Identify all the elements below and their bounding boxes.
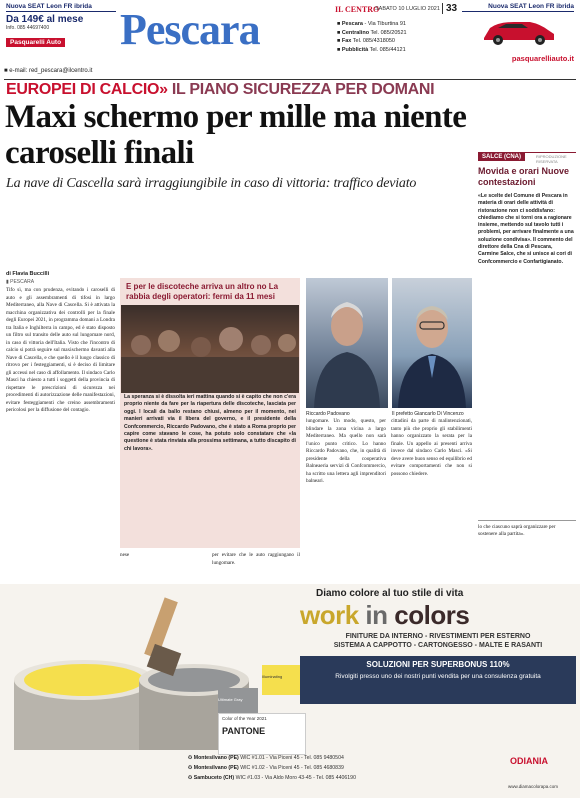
side-divider-2 — [478, 520, 576, 521]
disco-photo — [121, 305, 299, 393]
side-body: «Le scelte del Comune di Pescara in materia di orari delle attività di ristorazione non ci soddisfano: chiediamo che si torni ora a ragionare insieme, mettendo sul tavolo tutti i problemi, per arrivare finalmente a una soluzione condivisa». Il commento del direttore della Cna di Pescara, Carmine Salce, che si unisce ai cori di Confcommercio e Confartigianato. — [478, 193, 574, 265]
brand-logo: ODIANIA — [510, 756, 548, 766]
swatch-illuminating: Illuminating — [262, 665, 300, 695]
contacts-block — [337, 20, 407, 54]
ad-brandline: work in colors — [300, 600, 470, 630]
article-column-3: lungomare. Un modo, questo, per blindare la zona vicina a largo Mediterraneo. Ma quello non sarà l'unico punto critico. Lo hanno Riccardo Padovano, che, in qualità di presidente della cooperativa Balneaeria servizi di Confcommercio, ha scritto una lettera agli imprenditori balneari. — [306, 418, 386, 484]
seat-ad-title: Nuova SEAT Leon FR ibrida — [6, 3, 116, 12]
article-column-1: Tifo sì, ma con prudenza, evitando i caroselli di auto e gli assembramenti di tifosi in largo Mediterraneo, alla Nave di Cascella. Si è attivata la macchina organizzativa dei controlli per la finale degli Europei 2021, in programma domani a Londra tra Italia e Inghilterra in campo, ed è stato disposto un filtro sul transito delle auto sul lungomare nord, in caso di vittoria dell'Italia. Visto che l'incontro di calcio si potrà seguire sul maxischermo davanti alla Nave di Cascella, e che quello è il luogo classico di ritrovo per i festeggiamenti, si è deciso di limitare gli accessi nel caso di affollamento. Il sindaco Carlo Masci ha chiesto a tutti i soggetti della provincia di rispettare le prescrizioni di sicurezza nei procedimenti di autorizzazione delle manifestazioni, evitare festeggiamenti che creino assembramenti pericolosi per la diffusione del contagio. — [6, 287, 115, 413]
seat-ad-url[interactable]: pasquarelliauto.it — [511, 54, 574, 63]
article-column-2a: nese — [120, 552, 130, 558]
subhead: La nave di Cascella sarà irraggiungibile in caso di vittoria: traffico deviato — [6, 176, 417, 191]
side-tag: SALCE (CNA) — [478, 153, 525, 161]
ad-services: FINITURE DA INTERNO - RIVESTIMENTI PER ESTERNO SISTEMA A CAPPOTTO - CARTONGESSO - MALTE E RASANTI — [333, 633, 543, 649]
car-icon — [478, 16, 558, 46]
contact-row: ■ Centralino Tel. 085/20521 — [337, 29, 407, 36]
side-tag-note: RIPRODUZIONE RISERVATA — [536, 154, 567, 164]
headline: Maxi schermo per mille ma niente caroselli finali — [5, 99, 467, 171]
byline: di Flavia Buccilli — [6, 271, 50, 277]
dateline: ▮ PESCARA — [6, 279, 35, 285]
crowd-image — [121, 305, 299, 393]
masthead: Pescara — [120, 5, 260, 54]
email-line[interactable]: ■ e-mail: red_pescara@ilcentro.it — [4, 68, 93, 74]
seat-ad-brand: Pasquarelli Auto — [6, 38, 65, 47]
padovano-photo — [306, 278, 388, 408]
pantone-logo: PANTONE — [222, 726, 266, 736]
seat-ad-right[interactable] — [462, 3, 574, 12]
side-body-2: lo che ciascuno saprà organizzare per sostenere alla partita». — [478, 524, 556, 538]
page-number: 33 — [442, 3, 457, 14]
ad-superbonus-title: SOLUZIONI PER SUPERBONUS 110% — [366, 660, 510, 669]
seat-ad-left[interactable] — [6, 3, 116, 49]
seat-ad-price: Da 149€ al mese — [6, 14, 84, 25]
kicker-topic: EUROPEI DI CALCIO — [6, 81, 160, 98]
article-column-4: cittadini da parte di malintenzionati, tanto più che proprio gli stabilimenti hanno organizzato la serata per la finale. Un appello ai presenti arriva invece dal sindaco Carlo Masci. «Si deve avere buon senso ed equilibrio ed evitare comportamenti che non si possono chiedere. — [391, 418, 472, 477]
box-title: E per le discoteche arriva un altro no La rabbia degli operatori: fermi da 11 mesi — [126, 282, 279, 301]
pantone-label: Color of the Year 2021 — [222, 716, 267, 721]
paper-date: SABATO 10 LUGLIO 2021 — [375, 6, 440, 12]
paper-name: IL CENTRO — [335, 5, 380, 14]
box-text: La speranza si è dissolta ieri mattina quando si è capito che non c'era proprio niente da fare per la riapertura delle discoteche, lasciata per oggi. I locali da ballo restano chiusi, almeno per il momento, nei manieri arrivati via il libera del governo, e il presidente della Confcommercio, Riccardo Padovano, che è stato a Roma proprio per capire come stavano le cose, ha potuto solo constatare che «la questione è stata rinviata alla prossima settimana, a tutto discapito di chi lavora». — [124, 394, 296, 452]
ad-tagline: Diamo colore al tuo stile di vita — [316, 588, 464, 599]
kicker-sub: IL PIANO SICUREZZA PER DOMANI — [171, 81, 435, 98]
kicker — [6, 81, 434, 99]
side-title: Movida e orari Nuove contestazioni — [478, 166, 570, 187]
swatch-gray: Ultimate Gray — [218, 688, 258, 714]
prefetto-photo — [392, 278, 472, 408]
store-list — [188, 753, 488, 783]
photo-caption: Il prefetto Giancarlo Di Vincenzo — [392, 411, 464, 417]
contact-row: ■ Pescara - Via Tiburtina 91 — [337, 21, 406, 27]
seat-ad-info: Info. 085 44697400 — [6, 25, 50, 31]
store-row: ✪ Sambuceto (CH) WIC #1.03 - Via Aldo Moro 43-45 - Tel. 085 4406190 — [188, 775, 356, 781]
store-row: ✪ Montesilvano (PE) WIC #1.02 - Via Piceni 45 - Tel. 085 4680839 — [188, 765, 344, 771]
email-text: e-mail: red_pescara@ilcentro.it — [9, 68, 93, 74]
ad-url[interactable]: www.diamacolorapa.com — [508, 784, 559, 789]
seat-ad-right-title: Nuova SEAT Leon FR ibrida — [462, 3, 574, 12]
contact-row: ■ Pubblicità Tel. 085/44121 — [337, 46, 406, 53]
photo-caption: Riccardo Padovano — [306, 411, 350, 417]
kicker-sep: » — [159, 81, 168, 98]
store-row: ✪ Montesilvano (PE) WIC #1.01 - Via Piceni 45 - Tel. 085 9480504 — [188, 755, 344, 761]
contact-row: ■ Fax Tel. 085/4318050 — [337, 38, 395, 44]
ad-superbonus-text: Rivolgiti presso uno dei nostri punti vendita per una consulenza gratuita — [335, 673, 541, 680]
header-divider — [4, 79, 576, 80]
article-column-2b: per evitare che le auto raggiungano il lungomare. — [212, 552, 300, 566]
